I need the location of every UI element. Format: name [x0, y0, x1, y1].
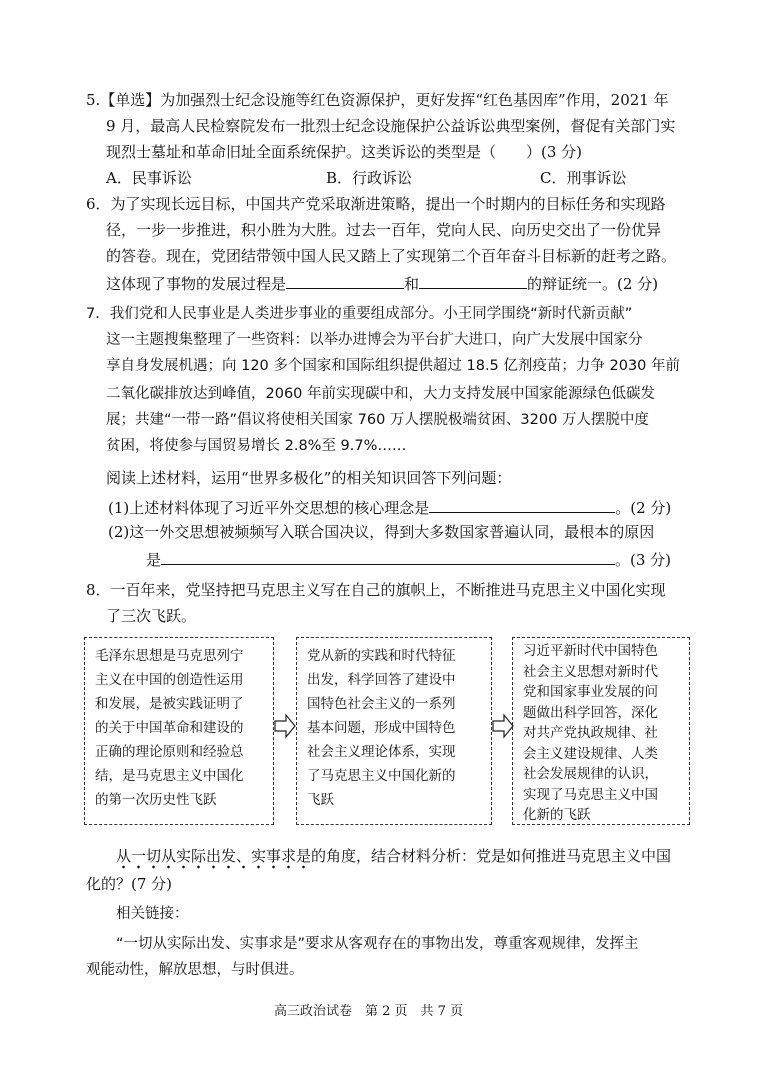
leap-box-3-line: 实现了马克思主义中国 — [523, 786, 658, 803]
q7-sub1-prefix: (1)上述材料体现了习近平外交思想的核心理念是 — [108, 499, 430, 517]
leap-box-1-line: 和发展，是被实践证明了 — [95, 696, 244, 712]
q6-line-2: 径，一步一步推进，积小胜为大胜。过去一百年，党向人民、向历史交出了一份优异 — [106, 221, 662, 239]
q8-question-line-1 — [116, 846, 671, 866]
q5-line-2: 9 月，最高人民检察院发布一批烈士纪念设施保护公益诉讼典型案例，督促有关部门实 — [106, 117, 676, 135]
leap-box-3 — [512, 637, 690, 825]
q5-line-1: 5.【单选】为加强烈士纪念设施等红色资源保护，更好发挥“红色基因库”作用，2021 年 — [86, 91, 669, 109]
q8-line-2: 了三次飞跃。 — [106, 607, 197, 625]
page-footer: 高三政治试卷 第 2 页 共 7 页 — [274, 1004, 464, 1019]
leap-box-3-line: 习近平新时代中国特色 — [523, 643, 658, 659]
leap-box-3-line: 对共产党执政规律、社 — [523, 725, 658, 741]
leap-box-1-line: 的关于中国革命和建设的 — [95, 720, 244, 736]
q8-link-title: 相关链接： — [116, 906, 189, 922]
q7-sub2-suffix: 。(3 分) — [615, 551, 672, 569]
leap-box-2-line: 了马克思主义中国化新的 — [307, 768, 456, 784]
q7-instruction: 阅读上述材料，运用“世界多极化”的相关知识回答下列问题： — [106, 469, 512, 487]
leap-box-2-line: 党从新的实践和时代特征 — [307, 648, 456, 664]
leap-box-1-line: 毛泽东思想是马克思列宁 — [95, 648, 244, 664]
q6-prefix: 这体现了事物的发展过程是 — [106, 275, 287, 293]
leap-box-1-line: 的第一次历史性飞跃 — [95, 792, 217, 808]
q8-line-1: 8．一百年来，党坚持把马克思主义写在自己的旗帜上，不断推进马克思主义中国化实现 — [86, 581, 666, 599]
q8-question-emphasis: 从一切从实际出发、实事求是 — [116, 847, 311, 870]
leap-box-2-line: 出发，科学回答了建设中 — [307, 672, 456, 688]
q7-sub2-line-1: (2)这一外交思想被频频写入联合国决议，得到大多数国家普遍认同，最根本的原因 — [108, 523, 655, 541]
q8-link-line-1: “一切从实际出发、实事求是”要求从客观存在的事物出发，尊重客观规律，发挥主 — [116, 936, 639, 952]
q5-option-c: C．刑事诉讼 — [540, 169, 627, 187]
q5-line-3: 现烈士墓址和革命旧址全面系统保护。这类诉讼的类型是（ ）(3 分) — [106, 143, 583, 161]
q5-option-a: A．民事诉讼 — [106, 169, 192, 187]
leap-box-3-line: 社会发展规律的认识， — [523, 766, 658, 782]
q7-line-1: 7．我们党和人民事业是人类进步事业的重要组成部分。小王同学围绕“新时代新贡献” — [86, 306, 633, 322]
leap-box-2-line: 国特色社会主义的一系列 — [307, 696, 456, 712]
right-arrow-icon — [274, 713, 296, 739]
q7-line-2: 这一主题搜集整理了一些资料：以举办进博会为平台扩大进口，向广大发展中国家分 — [106, 332, 643, 348]
q6-line-1: 6．为了实现长远目标，中国共产党采取渐进策略，提出一个时期内的目标任务和实现路 — [86, 195, 666, 213]
q6-suffix: 的辩证统一。(2 分) — [527, 275, 659, 293]
q8-question-line-2: 化的？(7 分) — [86, 875, 173, 893]
q6-line-3: 的答卷。现在，党团结带领中国人民又踏上了实现第二个百年奋斗目标新的赶考之路。 — [106, 247, 677, 265]
q7-line-6: 贫困，将使参与国贸易增长 2.8%至 9.7%…… — [106, 438, 407, 454]
q7-line-4: 二氧化碳排放达到峰值，2060 年前实现碳中和，大力支持发展中国家能源绿色低碳发 — [106, 386, 656, 402]
q7-sub2-prefix: 是 — [146, 551, 162, 569]
leap-box-3-line: 党和国家事业发展的问 — [523, 684, 658, 700]
q6-blank-1[interactable] — [286, 272, 404, 289]
q6-line-4 — [106, 272, 658, 294]
leap-box-3-line: 题做出科学回答，深化 — [523, 704, 658, 721]
leap-box-3-line: 化新的飞跃 — [523, 807, 591, 823]
q7-sub2-blank[interactable] — [161, 548, 615, 565]
leap-box-1-line: 结，是马克思主义中国化 — [95, 768, 244, 784]
right-arrow-icon — [492, 713, 514, 739]
leap-box-2-line: 飞跃 — [307, 792, 334, 808]
q7-sub1-blank[interactable] — [429, 496, 615, 513]
q7-line-5: 展；共建“一带一路”倡议将使相关国家 760 万人摆脱极端贫困、3200 万人摆脱中度 — [106, 412, 649, 428]
leap-box-3-line: 会主义建设规律、人类 — [523, 745, 658, 762]
leap-box-1-line: 主义在中国的创造性运用 — [95, 672, 244, 688]
q5-option-b: B．行政诉讼 — [326, 169, 413, 187]
q7-sub2-line-2 — [146, 548, 671, 570]
leap-box-3-line: 社会主义思想对新时代 — [523, 663, 658, 680]
q6-mid: 和 — [404, 275, 420, 293]
leap-box-1-line: 正确的理论原则和经验总 — [95, 744, 244, 760]
q7-line-3: 享自身发展机遇；向 120 多个国家和国际组织提供超过 18.5 亿剂疫苗；力争 2030 年前 — [106, 358, 681, 374]
q6-blank-2[interactable] — [419, 272, 527, 289]
leap-box-2-line: 基本问题，形成中国特色 — [307, 720, 456, 736]
q8-question-rest: 的角度，结合材料分析：党是如何推进马克思主义中国 — [311, 847, 672, 865]
leap-box-2 — [296, 637, 492, 825]
q7-sub1-suffix: 。(2 分) — [615, 499, 672, 517]
q7-sub1 — [108, 496, 671, 518]
leap-box-1 — [84, 637, 274, 825]
leap-box-2-line: 社会主义理论体系，实现 — [307, 744, 456, 760]
q8-link-line-2: 观能动性，解放思想，与时俱进。 — [86, 962, 304, 978]
